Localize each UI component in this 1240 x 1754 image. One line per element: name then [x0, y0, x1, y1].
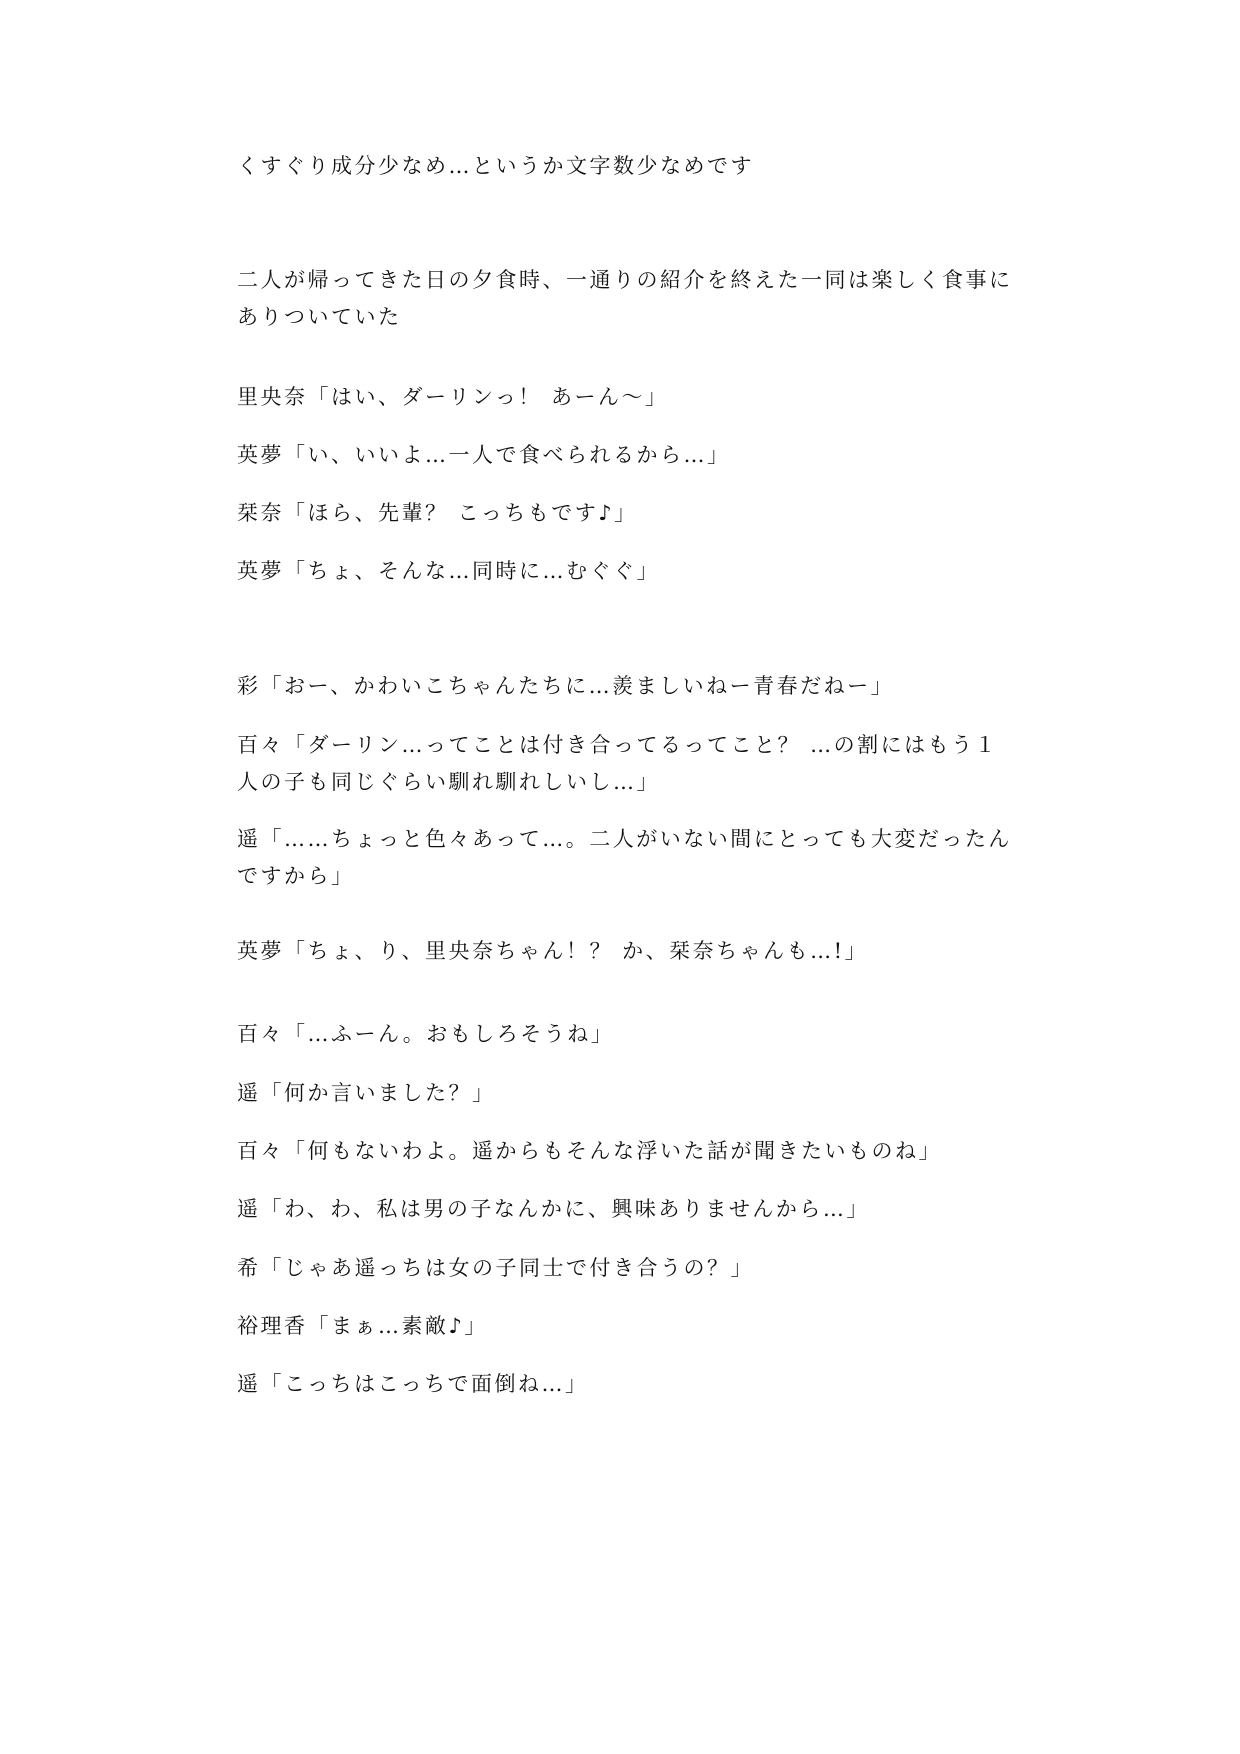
narration-paragraph: 二人が帰ってきた日の夕食時、一通りの紹介を終えた一同は楽しく食事にありついていた [237, 268, 1013, 329]
intro-note: くすぐり成分少なめ…というか文字数少なめです [237, 154, 754, 178]
dialogue-line: 栞奈「ほら、先輩？ こっちもです♪」 [237, 501, 638, 525]
dialogue-line: 里央奈「はい、ダーリンっ！ あーん～」 [237, 385, 669, 409]
dialogue-line: 遥「わ、わ、私は男の子なんかに、興味ありませんから…」 [237, 1197, 870, 1221]
dialogue-line: 希「じゃあ遥っちは女の子同士で付き合うの？」 [237, 1256, 754, 1280]
dialogue-line: 遥「こっちはこっちで面倒ね…」 [237, 1372, 589, 1396]
dialogue-line: 百々「ダーリン…ってことは付き合ってるってこと？ …の割にはもう１人の子も同じぐらい馴れ馴れしいし…」 [237, 733, 999, 794]
dialogue-line: 英夢「ちょ、そんな…同時に…むぐぐ」 [237, 559, 660, 583]
dialogue-line: 裕理香「まぁ…素敵♪」 [237, 1314, 488, 1338]
dialogue-line: 彩「おー、かわいこちゃんたちに…羨ましいねー青春だねー」 [237, 674, 895, 698]
dialogue-line: 遥「……ちょっと色々あって…。二人がいない間にとっても大変だったんですから」 [237, 827, 1012, 888]
dialogue-line: 英夢「い、いいよ…一人で食べられるから…」 [237, 443, 731, 467]
dialogue-line: 百々「何もないわよ。遥からもそんな浮いた話が聞きたいものね」 [237, 1139, 942, 1163]
dialogue-line: 百々「…ふーん。おもしろそうね」 [237, 1022, 615, 1046]
dialogue-line: 英夢「ちょ、り、里央奈ちゃん！？ か、栞奈ちゃんも…!」 [237, 939, 869, 963]
dialogue-line: 遥「何か言いました？」 [237, 1081, 496, 1105]
